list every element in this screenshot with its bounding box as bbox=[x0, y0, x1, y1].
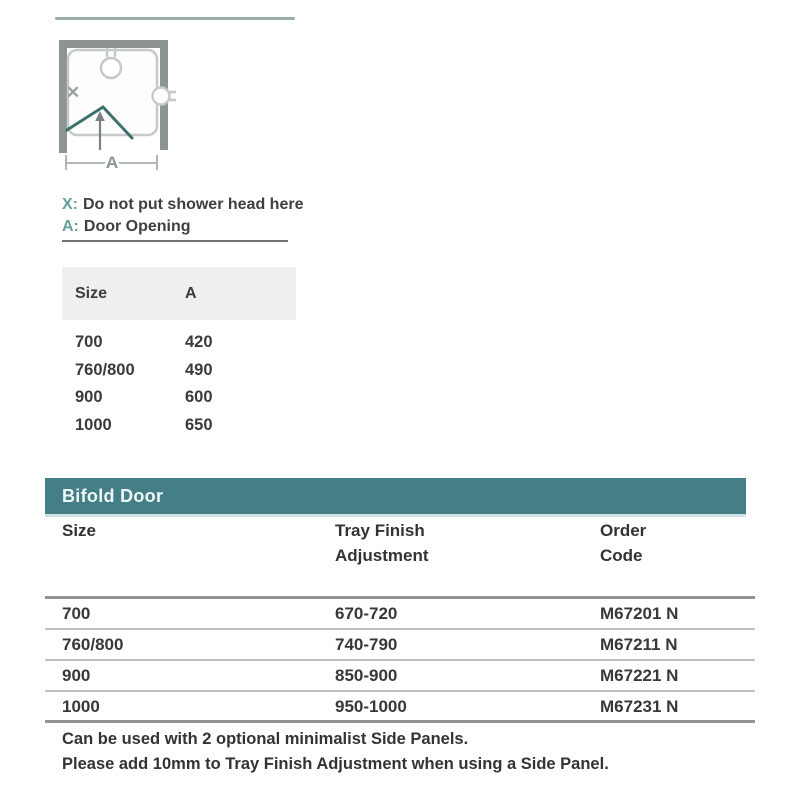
size-table-header-a: A bbox=[185, 285, 197, 302]
order-code-cell: M67201 N bbox=[600, 604, 679, 623]
order-code-cell: M67221 N bbox=[600, 666, 679, 685]
shower-enclosure-plan-diagram bbox=[50, 28, 190, 176]
legend-line-x bbox=[62, 194, 303, 216]
table-rule bbox=[45, 628, 755, 630]
footer-notes bbox=[62, 727, 609, 777]
wall-top bbox=[60, 40, 167, 48]
column-header-tray-line1: Tray Finish bbox=[335, 521, 425, 540]
legend-line-a bbox=[62, 216, 303, 238]
legend-key-a: A: bbox=[62, 218, 79, 235]
size-table-header bbox=[62, 267, 296, 320]
legend-text-x: Do not put shower head here bbox=[83, 196, 304, 213]
tray-adjustment-cell: 950-1000 bbox=[335, 697, 407, 716]
order-code-cell: M67231 N bbox=[600, 697, 679, 716]
section-header-bar bbox=[45, 478, 746, 517]
column-header-order-code bbox=[600, 518, 646, 568]
tray-adjustment-cell: 740-790 bbox=[335, 635, 398, 654]
a-cell: 490 bbox=[185, 360, 213, 379]
note-line: Can be used with 2 optional minimalist Side Panels. bbox=[62, 730, 469, 748]
shower-head-right-icon bbox=[153, 88, 177, 105]
a-cell: 600 bbox=[185, 388, 213, 406]
table-row bbox=[45, 602, 755, 625]
table-row bbox=[62, 384, 296, 412]
order-code-cell: M67211 N bbox=[600, 635, 678, 654]
column-header-order-line1: Order bbox=[600, 521, 647, 540]
table-row bbox=[45, 664, 755, 687]
table-row bbox=[45, 695, 755, 718]
section-title: Bifold Door bbox=[62, 486, 164, 506]
x-mark-icon: ✕ bbox=[65, 83, 81, 102]
diagram-legend bbox=[62, 194, 303, 238]
size-cell: 1000 bbox=[62, 697, 100, 716]
size-cell: 700 bbox=[62, 604, 91, 623]
table-row bbox=[62, 412, 296, 440]
size-cell: 760/800 bbox=[62, 635, 124, 654]
size-cell: 700 bbox=[75, 333, 103, 351]
column-header-size bbox=[62, 518, 96, 543]
section-top-rule bbox=[55, 17, 295, 20]
legend-key-x: X: bbox=[62, 196, 78, 213]
a-cell: 650 bbox=[185, 415, 213, 434]
column-header-tray-line2: Adjustment bbox=[335, 546, 429, 565]
table-rule bbox=[45, 690, 755, 692]
dimension-label-a: A bbox=[105, 153, 119, 172]
table-row bbox=[62, 329, 296, 357]
legend-divider bbox=[62, 240, 288, 242]
column-header-order-line2: Code bbox=[600, 546, 643, 565]
size-table-header-size: Size bbox=[75, 285, 108, 302]
column-header-tray-finish bbox=[335, 518, 429, 568]
note-line: Please add 10mm to Tray Finish Adjustment when using a Side Panel. bbox=[62, 755, 609, 773]
table-rule bbox=[45, 659, 755, 661]
size-cell: 1000 bbox=[75, 415, 112, 434]
tray-adjustment-cell: 670-720 bbox=[335, 604, 398, 623]
table-rule-top bbox=[45, 596, 755, 599]
a-cell: 420 bbox=[185, 333, 213, 351]
legend-text-a: Door Opening bbox=[83, 218, 191, 235]
size-cell: 760/800 bbox=[75, 360, 135, 379]
table-rule-bottom bbox=[45, 720, 755, 723]
size-cell: 900 bbox=[62, 666, 91, 685]
table-row bbox=[62, 357, 296, 385]
column-header-size-label: Size bbox=[62, 521, 97, 540]
size-cell: 900 bbox=[75, 388, 103, 406]
size-table bbox=[62, 329, 296, 439]
tray-adjustment-cell: 850-900 bbox=[335, 666, 398, 685]
table-row bbox=[45, 633, 755, 656]
